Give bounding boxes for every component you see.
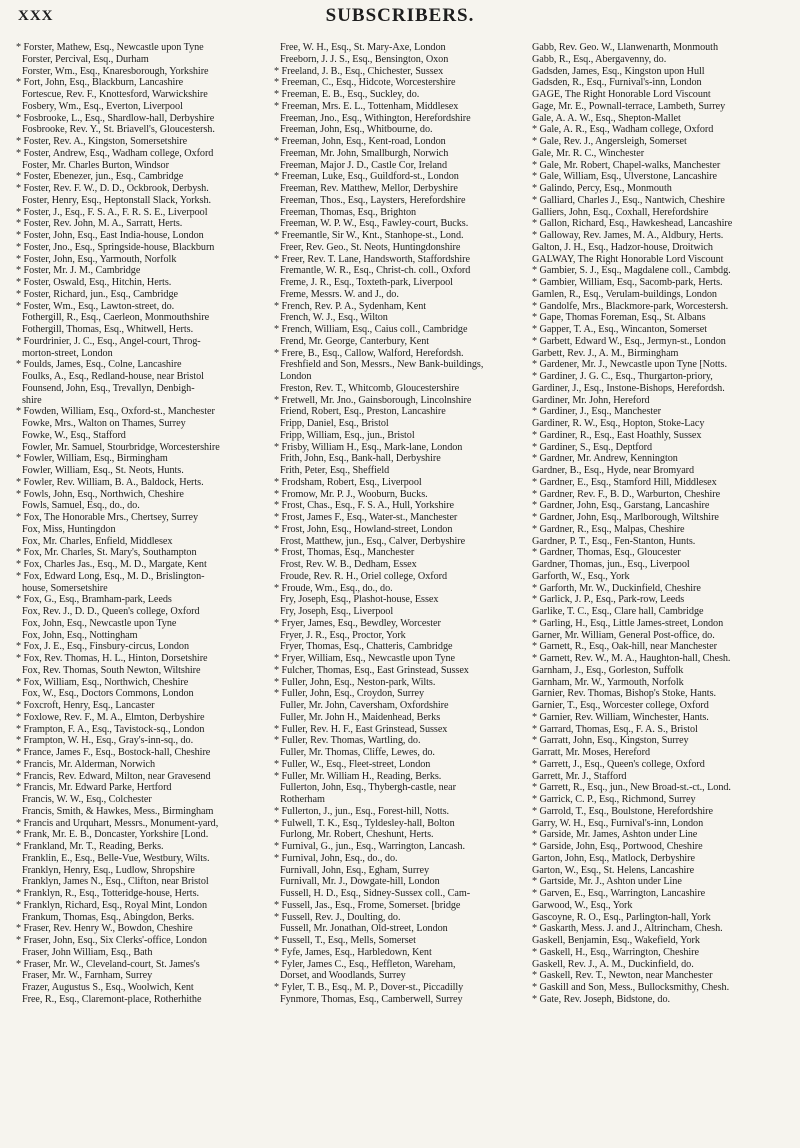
subscriber-entry: * Frank, Mr. E. B., Doncaster, Yorkshire [Lond. [16,829,209,841]
subscriber-entry: * Gandolfe, Mrs., Blackmore-park, Worcestersh. [532,300,729,312]
subscriber-entry: Fullerton, John, Esq., Thybergh-castle, near [280,782,456,794]
subscriber-entry: Freeman, Major J. D., Castle Cor, Ireland [280,159,448,171]
subscriber-entry: * Garside, Mr. James, Ashton under Line [532,829,698,841]
subscriber-entry: Fox, Rev. J., D. D., Queen's college, Oxford [22,606,200,617]
subscriber-entry: Fowls, Samuel, Esq., do., do. [22,500,140,512]
subscriber-entry: * Galliard, Charles J., Esq., Nantwich, Cheshire [532,194,725,206]
subscriber-columns [16,42,788,1006]
subscriber-entry: Freme, Messrs. W. and J., do. [280,288,399,300]
subscriber-entry: * Francis and Urquhart, Messrs., Monument-yard, [16,817,219,829]
subscriber-entry: Gadsden, James, Esq., Kingston upon Hull [532,65,705,77]
subscriber-entry: Garforth, W., Esq., York [532,570,630,582]
subscriber-entry: Gale, A. A. W., Esq., Shepton-Mallet [532,112,681,124]
subscriber-entry: GAGE, The Right Honorable Lord Viscount [532,89,711,100]
subscriber-entry: Garbett, Rev. J., A. M., Birmingham [532,347,679,359]
subscriber-entry: * Freeman, E. B., Esq., Suckley, do. [274,89,420,100]
subscriber-entry: Fremantle, W. R., Esq., Christ-ch. coll., Oxford [280,265,471,277]
subscriber-entry: * Franklyn, R., Esq., Totteridge-house, Herts. [16,888,199,899]
subscriber-entry: * Frost, Chas., Esq., F. S. A., Hull, Yorkshire [274,500,454,512]
subscriber-entry: * Gaskarth, Mess. J. and J., Altrincham, Chesh. [532,923,723,935]
subscriber-entry: Freshfield and Son, Messrs., New Bank-buildings, [280,359,484,371]
subscriber-entry: * Furnival, G., jun., Esq., Warrington, Lancash. [274,841,465,852]
subscriber-entry: * Garrett, R., Esq., jun., New Broad-st.-ct., Lond. [532,782,731,794]
subscriber-entry: * Gale, A. R., Esq., Wadham college, Oxford [532,124,714,136]
subscriber-entry: * Gardiner, S., Esq., Deptford [532,441,653,453]
subscriber-entry: Fowke, W., Esq., Stafford [22,429,126,441]
subscriber-entry: * Foxcroft, Henry, Esq., Lancaster [16,700,155,711]
subscriber-entry: * Frodsham, Robert, Esq., Liverpool [274,476,422,488]
subscriber-entry: Fowler, Mr. Samuel, Stourbridge, Worcestershire [22,441,220,453]
subscriber-entry: * Fort, John, Esq., Blackburn, Lancashire [16,77,184,89]
subscriber-entry: Fry, Joseph, Esq., Liverpool [280,606,394,617]
subscriber-entry: Garlike, T. C., Esq., Clare hall, Cambridge [532,606,704,617]
subscriber-entry: * Garratt, John, Esq., Kingston, Surrey [532,735,689,747]
subscriber-entry: Freeborn, J. J. S., Esq., Bensington, Oxon [280,53,449,65]
subscriber-entry: * Garlick, J. P., Esq., Park-row, Leeds [532,594,685,606]
subscriber-entry: * Fuller, Rev. H. F., East Grinstead, Sussex [274,723,448,735]
subscriber-entry: * Garrold, T., Esq., Boulstone, Herefordshire [532,805,713,817]
subscriber-entry: Furlong, Mr. Robert, Cheshunt, Herts. [280,829,434,841]
subscriber-entry: * Forster, Mathew, Esq., Newcastle upon Tyne [16,42,204,53]
subscriber-entry: * Fulwell, T. K., Esq., Tyldesley-hall, Bolton [274,817,455,829]
subscriber-entry: * Gaskill and Son, Mess., Bullocksmithy, Chesh. [532,982,730,993]
subscriber-entry: * Garnett, Rev. W., M. A., Haughton-hall, Chesh. [532,653,731,664]
subscriber-entry: * Fox, Edward Long, Esq., M. D., Brislington- [16,570,205,582]
subscriber-entry: Frost, Matthew, jun., Esq., Calver, Derbyshire [280,535,466,547]
subscriber-entry: Frankum, Thomas, Esq., Abingdon, Berks. [22,911,195,923]
page-header [0,0,800,34]
subscriber-entry: * Freer, Rev. T. Lane, Handsworth, Staffordshire [274,253,470,265]
subscriber-entry: Fraser, Mr. W., Farnham, Surrey [22,970,153,982]
subscriber-entry: Fox, Mr. Charles, Enfield, Middlesex [22,535,173,547]
subscriber-entry: Fussell, H. D., Esq., Sidney-Sussex coll., Cam- [280,888,471,899]
subscriber-entry: Francis, W. W., Esq., Colchester [22,794,152,805]
subscriber-entry: Gaskell, Rev. J., A. M., Duckinfield, do. [532,958,694,970]
subscriber-entry: * Fowls, John, Esq., Northwich, Cheshire [16,488,184,500]
subscriber-entry: Fosbrooke, Rev. Y., St. Briavell's, Gloucestersh. [22,124,215,136]
subscriber-entry: * Francis, Rev. Edward, Milton, near Gravesend [16,770,211,782]
subscriber-entry: Fortescue, Rev. F., Knottesford, Warwickshire [22,89,208,100]
subscriber-entry: * French, William, Esq., Caius coll., Cambridge [274,324,468,335]
subscriber-entry: * Foster, John, Esq., East India-house, London [16,230,204,241]
subscriber-entry: Fox, W., Esq., Doctors Commons, London [22,688,194,700]
subscriber-entry: Gardner, Thomas, jun., Esq., Liverpool [532,559,690,570]
subscriber-entry: Garton, W., Esq., St. Helens, Lancashire [532,864,695,876]
subscriber-entry: * Fuller, John, Esq., Neston-park, Wilts. [274,676,436,688]
subscriber-entry: Gardiner, R. W., Esq., Hopton, Stoke-Lacy [532,418,705,429]
subscriber-entry: Garnham, J., Esq., Gorleston, Suffolk [532,664,684,676]
subscriber-entry: Furnivall, Mr. J., Dowgate-hill, London [280,876,440,888]
subscriber-entry: * Frost, Thomas, Esq., Manchester [274,547,415,559]
subscriber-column-1 [16,42,270,1006]
subscriber-entry: * Foster, J., Esq., F. S. A., F. R. S. E., Liverpool [16,206,208,218]
subscriber-entry: * Garside, John, Esq., Portwood, Cheshire [532,841,703,852]
subscriber-entry: * Foster, John, Esq., Yarmouth, Norfolk [16,253,177,265]
subscriber-entry: Friend, Robert, Esq., Preston, Lancashire [280,406,446,418]
subscriber-entry: Frend, Mr. George, Canterbury, Kent [280,335,430,347]
subscriber-entry: * Gardner, Thomas, Esq., Gloucester [532,547,681,559]
subscriber-entry: * Francis, Mr. Alderman, Norwich [16,758,156,770]
subscriber-entry: * Gale, Rev. J., Angersleigh, Somerset [532,136,687,147]
subscriber-entry: * Foster, Richard, jun., Esq., Cambridge [16,288,178,300]
subscriber-entry: Fripp, Daniel, Esq., Bristol [280,418,389,429]
subscriber-entry: * Fussell, Rev. J., Doulting, do. [274,911,401,923]
subscriber-entry: * Fyfe, James, Esq., Harbledown, Kent [274,946,432,958]
subscriber-entry: * Galindo, Percy, Esq., Monmouth [532,183,672,194]
subscriber-entry: * Freeland, J. B., Esq., Chichester, Sussex [274,65,444,77]
subscriber-entry: * Francis, Mr. Edward Parke, Hertford [16,782,172,794]
subscriber-entry: * Gambier, William, Esq., Sacomb-park, Herts. [532,277,723,288]
subscriber-entry: * Gallon, Richard, Esq., Hawkeshead, Lancashire [532,218,733,230]
subscriber-entry: Gaskell, Benjamin, Esq., Wakefield, York [532,935,700,946]
subscriber-entry: * Gardiner, J., Esq., Manchester [532,406,661,418]
subscriber-entry: * Fussell, T., Esq., Mells, Somerset [274,935,416,946]
subscriber-entry: Frith, Peter, Esq., Sheffield [280,465,390,476]
subscriber-entry: Frazer, Augustus S., Esq., Woolwich, Kent [22,982,194,993]
subscriber-entry: morton-street, London [22,347,113,359]
subscriber-entry: Freeman, Thomas, Esq., Brighton [280,206,417,218]
subscriber-entry: * Fulcher, Thomas, Esq., East Grinstead, Sussex [274,664,469,676]
subscriber-entry: * Foster, Andrew, Esq., Wadham college, Oxford [16,147,214,159]
subscriber-entry: * Garrick, C. P., Esq., Richmond, Surrey [532,794,696,805]
subscriber-entry: * Fullerton, J., jun., Esq., Forest-hill, Notts. [274,805,450,817]
subscriber-entry: Garrett, Mr. J., Stafford [532,770,627,782]
subscriber-entry: Fryer, Thomas, Esq., Chatteris, Cambridge [280,641,453,653]
subscriber-entry: Fox, Miss, Huntingdon [22,523,116,535]
subscriber-entry: Galton, J. H., Esq., Hadzor-house, Droitwich [532,241,713,253]
subscriber-entry: * Fuller, W., Esq., Fleet-street, London [274,758,431,770]
subscriber-entry: * Gaskell, Rev. T., Newton, near Manchester [532,970,713,982]
subscriber-entry: Gale, Mr. R. C., Winchester [532,147,645,159]
subscriber-entry: Fuller, Mr. Thomas, Cliffe, Lewes, do. [280,747,435,758]
subscriber-entry: * Frost, James F., Esq., Water-st., Manchester [274,512,458,523]
subscriber-entry: * Fuller, John, Esq., Croydon, Surrey [274,688,424,700]
subscriber-entry: Freeman, John, Esq., Whitbourne, do. [280,124,433,136]
subscriber-entry: * Foster, Wm., Esq., Lawton-street, do. [16,300,175,312]
subscriber-entry: Fryer, J. R., Esq., Proctor, York [280,629,406,641]
subscriber-entry: Free, R., Esq., Claremont-place, Rotherhithe [22,993,202,1005]
subscriber-entry: Fraser, John William, Esq., Bath [22,946,153,958]
subscriber-entry: * Foster, Jno., Esq., Springside-house, Blackburn [16,241,215,253]
subscriber-entry: * Gardner, R., Esq., Malpas, Cheshire [532,523,685,535]
subscriber-entry: Fox, Rev. Thomas, South Newton, Wiltshire [22,664,201,676]
subscriber-entry: Fry, Joseph, Esq., Plashot-house, Essex [280,594,439,606]
subscriber-entry: * Fox, Rev. Thomas, H. L., Hinton, Dorsetshire [16,653,208,664]
subscriber-entry: * Gardner, Rev. F., B. D., Warburton, Cheshire [532,488,721,500]
subscriber-entry: * French, Rev. P. A., Sydenham, Kent [274,300,427,312]
subscriber-entry: * Fretwell, Mr. Jno., Gainsborough, Lincolnshire [274,394,472,406]
subscriber-entry: Francis, Smith, & Hawkes, Mess., Birmingham [22,805,214,817]
subscriber-entry: * Fox, G., Esq., Bramham-park, Leeds [16,594,172,606]
subscriber-entry: * France, James F., Esq., Bostock-hall, Cheshire [16,747,211,758]
subscriber-entry: * Gardner, E., Esq., Stamford Hill, Middlesex [532,476,717,488]
subscriber-entry: * Fraser, Mr. W., Cleveland-court, St. James's [16,958,200,970]
subscriber-entry: * Gapper, T. A., Esq., Wincanton, Somerset [532,324,708,335]
subscriber-entry: Free, W. H., Esq., St. Mary-Axe, London [280,42,446,53]
subscriber-entry: Gardner, P. T., Esq., Fen-Stanton, Hunts. [532,535,696,547]
page-title: SUBSCRIBERS. [325,5,475,26]
subscriber-entry: * Gale, Mr. Robert, Chapel-walks, Manchester [532,159,721,171]
subscriber-entry: * Gardner, Mr. Andrew, Kennington [532,453,678,465]
subscriber-entry: * Fuller, Mr. William H., Reading, Berks. [274,770,442,782]
subscriber-entry: Gamlen, R., Esq., Verulam-buildings, London [532,288,717,300]
subscriber-entry: Fripp, William, Esq., jun., Bristol [280,429,415,441]
subscriber-entry: Freeman, Rev. Matthew, Mellor, Derbyshire [280,183,458,194]
subscriber-entry: * Gale, William, Esq., Ulverstone, Lancashire [532,171,717,183]
subscriber-entry: Rotherham [280,794,325,805]
subscriber-entry: * Frere, B., Esq., Callow, Walford, Herefordsh. [274,347,464,359]
subscriber-entry: Garnham, Mr. W., Yarmouth, Norfolk [532,676,684,688]
subscriber-entry: * Gape, Thomas Foreman, Esq., St. Albans [532,312,706,324]
subscriber-entry: * Freeman, John, Esq., Kent-road, London [274,136,446,147]
subscriber-entry: * Gardener, Mr. J., Newcastle upon Tyne [Notts. [532,359,727,371]
subscriber-entry: * Fosbrooke, L., Esq., Shardlow-hall, Derbyshire [16,112,215,124]
subscriber-entry: * Foster, Rev. A., Kingston, Somersetshire [16,136,188,147]
subscriber-entry: Garwood, W., Esq., York [532,899,633,911]
subscriber-entry: * Garforth, Mr. W., Duckinfield, Cheshire [532,582,701,594]
subscriber-entry: * Fox, Charles Jas., Esq., M. D., Margate, Kent [16,559,207,570]
subscriber-entry: * Garrard, Thomas, Esq., F. A. S., Bristol [532,723,698,735]
subscriber-entry: * Fuller, Rev. Thomas, Wartling, do. [274,735,421,747]
subscriber-entry: * Fromow, Mr. P. J., Wooburn, Bucks. [274,488,428,500]
subscriber-entry: Garton, John, Esq., Matlock, Derbyshire [532,852,696,864]
subscriber-column-3 [532,42,786,1006]
subscriber-entry: * Galloway, Rev. James, M. A., Aldbury, Herts. [532,230,724,241]
subscriber-entry: * Freemantle, Sir W., Knt., Stanhope-st., Lond. [274,230,464,241]
subscriber-entry: Founsend, John, Esq., Trevallyn, Denbigh- [22,382,195,394]
subscriber-entry: * Fowler, William, Esq., Birmingham [16,453,168,465]
subscriber-entry: * Garnier, Rev. William, Winchester, Hants. [532,711,709,723]
subscriber-entry: Franklyn, Henry, Esq., Ludlow, Shropshire [22,864,195,876]
subscriber-entry: Garner, Mr. William, General Post-office, do. [532,629,715,641]
subscriber-entry: * Foster, Rev. F. W., D. D., Ockbrook, Derbysh. [16,183,209,194]
subscriber-entry: * Garnett, R., Esq., Oak-hill, near Manchester [532,641,717,653]
subscriber-entry: * Fox, The Honorable Mrs., Chertsey, Surrey [16,512,199,523]
subscriber-entry: * Foster, Ebenezer, jun., Esq., Cambridge [16,171,184,183]
subscriber-entry: * Frampton, W. H., Esq., Gray's-inn-sq., do. [16,735,194,747]
subscriber-entry: * Fowden, William, Esq., Oxford-st., Manchester [16,406,215,418]
subscriber-entry: French, W. J., Esq., Wilton [280,312,388,324]
subscriber-entry: Forster, Wm., Esq., Knaresborough, Yorkshire [22,65,209,77]
subscriber-entry: * Furnival, John, Esq., do., do. [274,852,398,864]
subscriber-entry: * Garven, E., Esq., Warrington, Lancashire [532,888,706,899]
subscriber-entry: Fuller, Mr. John, Caversham, Oxfordshire [280,700,449,711]
subscriber-entry: Froude, Rev. R. H., Oriel college, Oxford [280,570,448,582]
subscriber-entry: Fox, John, Esq., Newcastle upon Tyne [22,617,177,629]
subscriber-entry: * Gardiner, R., Esq., East Hoathly, Sussex [532,429,702,441]
subscriber-entry: * Fox, William, Esq., Northwich, Cheshire [16,676,189,688]
subscriber-entry: * Freeman, Mrs. E. L., Tottenham, Middlesex [274,100,459,112]
subscriber-entry: Freeman, W. P. W., Esq., Fawley-court, Bucks. [280,218,469,230]
subscriber-entry: * Gardiner, J. G. C., Esq., Thurgarton-priory, [532,371,713,382]
subscriber-entry: * Frankland, Mr. T., Reading, Berks. [16,841,164,852]
subscriber-entry: * Garling, H., Esq., Little James-street, London [532,617,724,629]
subscriber-entry: Gabb, R., Esq., Abergavenny, do. [532,53,667,65]
subscriber-entry: * Foster, Oswald, Esq., Hitchin, Herts. [16,277,172,288]
subscriber-entry: Dorset, and Woodlands, Surrey [280,970,406,982]
subscriber-entry: GALWAY, The Right Honorable Lord Viscount [532,253,724,265]
subscriber-entry: Fothergill, Thomas, Esq., Whitwell, Herts. [22,324,194,335]
subscriber-entry: * Foxlowe, Rev. F., M. A., Elmton, Derbyshire [16,711,205,723]
subscriber-entry: house, Somersetshire [22,582,108,594]
subscriber-entry: Freston, Rev. T., Whitcomb, Gloucestershire [280,382,460,394]
subscriber-entry: Garry, W. H., Esq., Furnival's-inn, London [532,817,704,829]
subscriber-entry: Fowler, William, Esq., St. Neots, Hunts. [22,465,184,476]
subscriber-entry: * Frisby, William H., Esq., Mark-lane, London [274,441,463,453]
subscriber-entry: * Fyler, James C., Esq., Heffleton, Wareham, [274,958,456,970]
subscriber-entry: * Fox, J. E., Esq., Finsbury-circus, London [16,641,190,653]
subscriber-entry: * Garbett, Edward W., Esq., Jermyn-st., London [532,335,726,347]
subscriber-entry: * Fyler, T. B., Esq., M. P., Dover-st., Piccadilly [274,982,464,993]
subscriber-entry: * Foulds, James, Esq., Colne, Lancashire [16,359,182,371]
subscriber-entry: * Freeman, Luke, Esq., Guildford-st., London [274,171,459,183]
subscriber-entry: * Fraser, John, Esq., Six Clerks'-office, London [16,935,207,946]
subscriber-entry: * Fowler, Rev. William, B. A., Baldock, Herts. [16,476,204,488]
subscriber-entry: * Gaskell, H., Esq., Warrington, Cheshire [532,946,699,958]
subscriber-entry: Fothergill, R., Esq., Caerleon, Monmouthshire [22,312,210,324]
subscriber-entry: * Gardner, John, Esq., Garstang, Lancashire [532,500,710,512]
subscriber-entry: Gardner, B., Esq., Hyde, near Bromyard [532,465,695,476]
subscriber-entry: * Freeman, C., Esq., Hidcote, Worcestershire [274,77,456,89]
subscriber-entry: Gascoyne, R. O., Esq., Parlington-hall, York [532,911,711,923]
subscriber-entry: Forster, Percival, Esq., Durham [22,53,149,65]
subscriber-entry: Gabb, Rev. Geo. W., Llanwenarth, Monmouth [532,42,719,53]
subscriber-entry: * Foster, Rev. John, M. A., Sarratt, Herts. [16,218,183,230]
subscriber-entry: * Fryer, James, Esq., Bewdley, Worcester [274,617,441,629]
subscriber-entry: Freme, J. R., Esq., Toxteth-park, Liverpool [280,277,453,288]
subscriber-entry: * Foster, Mr. J. M., Cambridge [16,265,141,277]
subscriber-entry: * Garrett, J., Esq., Queen's college, Oxford [532,758,705,770]
subscriber-entry: Foulks, A., Esq., Redland-house, near Bristol [22,371,204,382]
subscriber-entry: Fowke, Mrs., Walton on Thames, Surrey [22,418,186,429]
subscriber-entry: shire [22,394,42,406]
subscriber-entry: * Fraser, Rev. Henry W., Bowdon, Cheshire [16,923,193,935]
subscriber-entry: * Franklyn, Richard, Esq., Royal Mint, London [16,899,208,911]
subscriber-entry: Freeman, Thos., Esq., Laysters, Herefordshire [280,194,466,206]
subscriber-entry: * Fourdrinier, J. C., Esq., Angel-court, Throg- [16,335,201,347]
subscriber-entry: * Froude, Wm., Esq., do., do. [274,582,393,594]
page-number: XXX [18,8,54,24]
subscriber-entry: Garnier, Rev. Thomas, Bishop's Stoke, Hants. [532,688,716,700]
subscriber-entry: * Fussell, Jas., Esq., Frome, Somerset. [bridge [274,899,461,911]
subscriber-entry: * Fryer, William, Esq., Newcastle upon Tyne [274,653,455,664]
subscriber-entry: Fussell, Mr. Jonathan, Old-street, London [280,923,448,935]
subscriber-column-2 [274,42,528,1006]
subscriber-entry: Fynmore, Thomas, Esq., Camberwell, Surrey [280,993,463,1005]
subscriber-entry: Franklyn, James N., Esq., Clifton, near Bristol [22,876,209,888]
subscriber-entry: Freeman, Jno., Esq., Withington, Herefordshire [280,112,471,124]
subscriber-entry: * Fox, Mr. Charles, St. Mary's, Southampton [16,547,197,559]
subscriber-entry: Fuller, Mr. John H., Maidenhead, Berks [280,711,441,723]
subscriber-entry: Garnier, T., Esq., Worcester college, Oxford [532,700,709,711]
subscriber-entry: Frith, John, Esq., Bank-hall, Derbyshire [280,453,441,465]
subscriber-entry: * Gardner, John, Esq., Marlborough, Wiltshire [532,512,719,523]
subscriber-entry: London [280,371,312,382]
subscriber-entry: * Frampton, F. A., Esq., Tavistock-sq., London [16,723,205,735]
subscriber-entry: Gardiner, J., Esq., Instone-Bishops, Herefordsh. [532,382,725,394]
subscriber-entry: Furnivall, John, Esq., Egham, Surrey [280,864,430,876]
subscriber-entry: * Gambier, S. J., Esq., Magdalene coll., Cambdg. [532,265,731,277]
subscriber-entry: Gardiner, Mr. John, Hereford [532,394,650,406]
subscriber-entry: * Gate, Rev. Joseph, Bidstone, do. [532,993,670,1005]
subscriber-entry: Foster, Mr. Charles Burton, Windsor [22,159,169,171]
subscriber-entry: Fox, John, Esq., Nottingham [22,629,138,641]
subscriber-entry: Fosbery, Wm., Esq., Everton, Liverpool [22,100,183,112]
subscriber-entry: Frost, Rev. W. B., Dedham, Essex [280,559,417,570]
subscriber-entry: Foster, Henry, Esq., Heptonstall Slack, Yorksh. [22,194,212,206]
subscriber-entry: Gage, Mr. E., Pownall-terrace, Lambeth, Surrey [532,100,726,112]
subscriber-entry: Garratt, Mr. Moses, Hereford [532,747,650,758]
subscriber-entry: Freer, Rev. Geo., St. Neots, Huntingdonshire [280,241,461,253]
subscriber-entry: Franklin, E., Esq., Belle-Vue, Westbury, Wilts. [22,852,210,864]
subscriber-entry: Galliers, John, Esq., Coxhall, Herefordshire [532,206,709,218]
subscriber-entry: * Gartside, Mr. J., Ashton under Line [532,876,682,888]
subscriber-entry: Freeman, Mr. John, Smallburgh, Norwich [280,147,449,159]
subscriber-entry: * Frost, John, Esq., Howland-street, London [274,523,453,535]
subscriber-entry: Gadsden, R., Esq., Furnival's-inn, London [532,77,702,89]
